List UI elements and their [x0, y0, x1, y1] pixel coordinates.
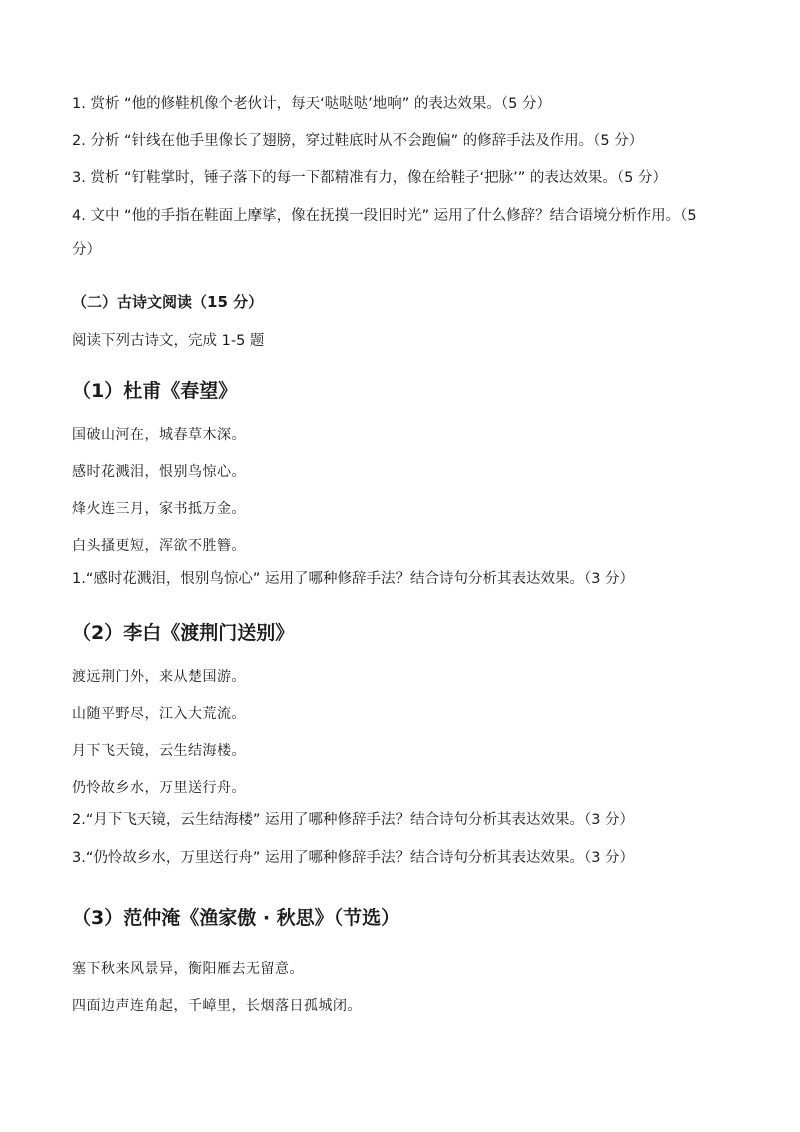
poem-1-line: 烽火连三月，家书抵万金。: [72, 501, 246, 517]
poem-3-line: 四面边声连角起，千嶂里，长烟落日孤城闭。: [72, 998, 362, 1014]
poem-3-title: （3）范仲淹《渔家傲 · 秋思》（节选）: [72, 907, 401, 929]
poem-2-line: 山随平野尽，江入大荒流。: [72, 706, 246, 722]
poem-2-line: 仍怜故乡水，万里送行舟。: [72, 780, 246, 796]
poem-1-line: 国破山河在，城春草木深。: [72, 427, 246, 443]
poem-3-line: 塞下秋来风景异，衡阳雁去无留意。: [72, 961, 304, 977]
section-intro: 阅读下列古诗文，完成 1-5 题: [72, 333, 265, 349]
section-heading: （二）古诗文阅读（15 分）: [72, 293, 264, 311]
poem-2-question-3: 3.“仍怜故乡水，万里送行舟” 运用了哪种修辞手法？结合诗句分析其表达效果。（3 分）: [72, 850, 635, 866]
question-1: 1. 赏析 “他的修鞋机像个老伙计，每天‘哒哒哒’地响” 的表达效果。（5 分）: [72, 96, 551, 112]
poem-2-question-2: 2.“月下飞天镜，云生结海楼” 运用了哪种修辞手法？结合诗句分析其表达效果。（3 分）: [72, 812, 635, 828]
question-3: 3. 赏析 “钉鞋掌时，锤子落下的每一下都精准有力，像在给鞋子‘把脉’” 的表达效果。（5 分）: [72, 170, 667, 186]
question-4: 4. 文中 “他的手指在鞋面上摩挲，像在抚摸一段旧时光” 运用了什么修辞？结合语境分析作用。（5 分）: [72, 208, 697, 258]
poem-2-title: （2）李白《渡荆门送别》: [72, 622, 295, 644]
poem-1-title: （1）杜甫《春望》: [72, 380, 238, 402]
poem-1-line: 白头搔更短，浑欲不胜簪。: [72, 538, 246, 554]
poem-1-line: 感时花溅泪，恨别鸟惊心。: [72, 464, 246, 480]
poem-2-line: 月下飞天镜，云生结海楼。: [72, 743, 246, 759]
poem-1-question: 1.“感时花溅泪，恨别鸟惊心” 运用了哪种修辞手法？结合诗句分析其表达效果。（3 分）: [72, 571, 635, 587]
poem-2-line: 渡远荆门外，来从楚国游。: [72, 669, 246, 685]
question-2: 2. 分析 “针线在他手里像长了翅膀，穿过鞋底时从不会跑偏” 的修辞手法及作用。（5 分）: [72, 133, 644, 149]
